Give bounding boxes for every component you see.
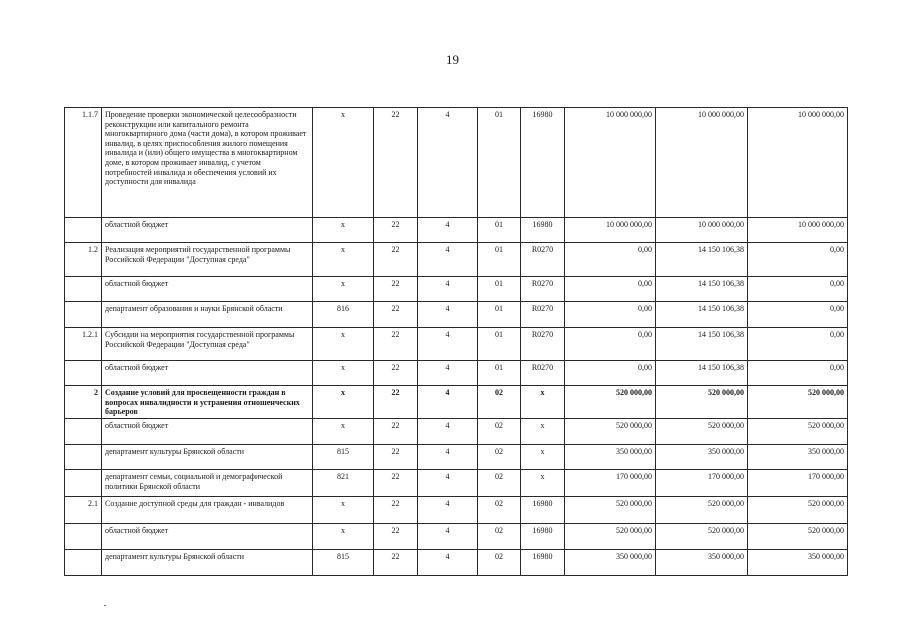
row-number <box>65 361 102 386</box>
row-name: Создание доступной среды для граждан - инвалидов <box>102 497 313 524</box>
row-code-3: 02 <box>478 419 521 445</box>
row-code-2: 4 <box>418 218 478 243</box>
table-row <box>65 419 848 445</box>
row-code-2: 4 <box>418 550 478 576</box>
row-code-1: 22 <box>374 445 418 470</box>
page-number: 19 <box>446 52 459 67</box>
row-code-1: 22 <box>374 108 418 218</box>
row-code-2: 4 <box>418 277 478 302</box>
row-code-2: 4 <box>418 497 478 524</box>
row-grbs: x <box>313 497 374 524</box>
table-body <box>65 108 848 576</box>
row-code-2: 4 <box>418 419 478 445</box>
row-number <box>65 419 102 445</box>
table-row <box>65 445 848 470</box>
row-code-2: 4 <box>418 386 478 419</box>
row-name: областной бюджет <box>102 361 313 386</box>
row-number: 1.2 <box>65 243 102 277</box>
row-code-3: 01 <box>478 302 521 328</box>
table-row <box>65 386 848 419</box>
row-name: департамент семьи, социальной и демографической политики Брянской области <box>102 470 313 497</box>
row-amount-2: 14 150 106,38 <box>656 302 748 328</box>
row-amount-2: 350 000,00 <box>656 445 748 470</box>
row-code-3: 02 <box>478 470 521 497</box>
row-amount-2: 520 000,00 <box>656 524 748 550</box>
row-code-3: 01 <box>478 218 521 243</box>
row-amount-1: 350 000,00 <box>565 550 656 576</box>
row-code-4: R0270 <box>521 243 565 277</box>
row-grbs: x <box>313 218 374 243</box>
row-code-1: 22 <box>374 243 418 277</box>
row-amount-3: 0,00 <box>748 277 848 302</box>
row-code-4: 16980 <box>521 497 565 524</box>
row-code-1: 22 <box>374 277 418 302</box>
row-name: областной бюджет <box>102 218 313 243</box>
row-code-4: 16980 <box>521 524 565 550</box>
row-amount-3: 520 000,00 <box>748 524 848 550</box>
row-number <box>65 277 102 302</box>
row-name: областной бюджет <box>102 277 313 302</box>
row-amount-1: 0,00 <box>565 277 656 302</box>
row-number <box>65 524 102 550</box>
row-grbs: x <box>313 524 374 550</box>
row-code-4: R0270 <box>521 361 565 386</box>
row-code-3: 01 <box>478 277 521 302</box>
row-code-4: R0270 <box>521 302 565 328</box>
row-amount-3: 0,00 <box>748 361 848 386</box>
row-name: областной бюджет <box>102 524 313 550</box>
row-name: Создание условий для просвещенности граждан в вопросах инвалидности и устранения отношенческих барьеров <box>102 386 313 419</box>
row-code-1: 22 <box>374 361 418 386</box>
row-grbs: x <box>313 361 374 386</box>
row-code-1: 22 <box>374 550 418 576</box>
scan-mark <box>104 605 106 606</box>
row-code-4: 16980 <box>521 218 565 243</box>
row-number <box>65 218 102 243</box>
row-number: 1.2.1 <box>65 328 102 361</box>
row-amount-3: 350 000,00 <box>748 445 848 470</box>
row-code-3: 01 <box>478 243 521 277</box>
table-row <box>65 361 848 386</box>
row-number <box>65 550 102 576</box>
row-amount-1: 520 000,00 <box>565 524 656 550</box>
row-grbs: x <box>313 328 374 361</box>
row-amount-1: 0,00 <box>565 243 656 277</box>
row-code-3: 01 <box>478 361 521 386</box>
row-code-1: 22 <box>374 470 418 497</box>
row-number: 1.1.7 <box>65 108 102 218</box>
row-code-2: 4 <box>418 302 478 328</box>
row-code-4: R0270 <box>521 328 565 361</box>
row-grbs: x <box>313 243 374 277</box>
row-code-3: 02 <box>478 524 521 550</box>
row-amount-1: 520 000,00 <box>565 497 656 524</box>
row-number: 2 <box>65 386 102 419</box>
row-amount-3: 0,00 <box>748 328 848 361</box>
row-amount-1: 0,00 <box>565 302 656 328</box>
row-code-2: 4 <box>418 243 478 277</box>
table-row <box>65 470 848 497</box>
row-number <box>65 470 102 497</box>
row-amount-2: 170 000,00 <box>656 470 748 497</box>
row-code-1: 22 <box>374 386 418 419</box>
table-row <box>65 108 848 218</box>
row-amount-1: 520 000,00 <box>565 386 656 419</box>
row-code-2: 4 <box>418 445 478 470</box>
row-code-4: x <box>521 470 565 497</box>
row-code-2: 4 <box>418 470 478 497</box>
row-amount-3: 0,00 <box>748 243 848 277</box>
row-amount-1: 0,00 <box>565 328 656 361</box>
row-name: Субсидии на мероприятия государственной программы Российской Федерации "Доступная среда" <box>102 328 313 361</box>
row-name: департамент образования и науки Брянской области <box>102 302 313 328</box>
row-code-1: 22 <box>374 328 418 361</box>
row-number <box>65 302 102 328</box>
row-grbs: x <box>313 277 374 302</box>
row-grbs: x <box>313 108 374 218</box>
row-name: Проведение проверки экономической целесообразности реконструкции или капитального ремонта многоквартирного дома (части дома), в котором проживает инвалид, в целях приспособления жилого помещения инвалида и (или) общего имущества в многоквартирном доме, в котором проживает инвалид, с учетом потребностей инвалида и обеспечения условий их доступности для инвалида <box>102 108 313 218</box>
row-code-4: x <box>521 445 565 470</box>
row-code-2: 4 <box>418 108 478 218</box>
row-amount-2: 520 000,00 <box>656 497 748 524</box>
row-amount-3: 0,00 <box>748 302 848 328</box>
row-grbs: 816 <box>313 302 374 328</box>
table-row <box>65 243 848 277</box>
row-code-3: 01 <box>478 328 521 361</box>
table-row <box>65 302 848 328</box>
row-amount-2: 14 150 106,38 <box>656 277 748 302</box>
row-code-3: 02 <box>478 550 521 576</box>
row-name: департамент культуры Брянской области <box>102 445 313 470</box>
row-amount-2: 350 000,00 <box>656 550 748 576</box>
row-amount-2: 10 000 000,00 <box>656 218 748 243</box>
row-code-3: 01 <box>478 108 521 218</box>
row-amount-2: 14 150 106,38 <box>656 361 748 386</box>
row-amount-3: 350 000,00 <box>748 550 848 576</box>
row-grbs: x <box>313 386 374 419</box>
row-amount-2: 10 000 000,00 <box>656 108 748 218</box>
table-row <box>65 218 848 243</box>
row-amount-3: 520 000,00 <box>748 386 848 419</box>
row-amount-3: 170 000,00 <box>748 470 848 497</box>
table-row <box>65 497 848 524</box>
row-amount-1: 10 000 000,00 <box>565 108 656 218</box>
row-amount-1: 10 000 000,00 <box>565 218 656 243</box>
row-code-1: 22 <box>374 419 418 445</box>
table-row <box>65 524 848 550</box>
row-amount-3: 520 000,00 <box>748 419 848 445</box>
row-amount-2: 14 150 106,38 <box>656 328 748 361</box>
row-code-3: 02 <box>478 497 521 524</box>
table-row <box>65 550 848 576</box>
row-amount-2: 14 150 106,38 <box>656 243 748 277</box>
row-code-1: 22 <box>374 218 418 243</box>
row-name: Реализация мероприятий государственной программы Российской Федерации "Доступная среда" <box>102 243 313 277</box>
row-name: областной бюджет <box>102 419 313 445</box>
row-code-1: 22 <box>374 302 418 328</box>
row-code-4: R0270 <box>521 277 565 302</box>
row-code-4: x <box>521 386 565 419</box>
row-code-3: 02 <box>478 445 521 470</box>
row-amount-1: 350 000,00 <box>565 445 656 470</box>
table-row <box>65 277 848 302</box>
row-number <box>65 445 102 470</box>
row-code-4: 16980 <box>521 108 565 218</box>
row-grbs: 821 <box>313 470 374 497</box>
row-grbs: x <box>313 419 374 445</box>
row-amount-2: 520 000,00 <box>656 419 748 445</box>
row-number: 2.1 <box>65 497 102 524</box>
row-name: департамент культуры Брянской области <box>102 550 313 576</box>
row-code-3: 02 <box>478 386 521 419</box>
row-code-1: 22 <box>374 497 418 524</box>
table-row <box>65 328 848 361</box>
row-code-2: 4 <box>418 328 478 361</box>
row-amount-2: 520 000,00 <box>656 386 748 419</box>
row-amount-3: 520 000,00 <box>748 497 848 524</box>
row-amount-1: 170 000,00 <box>565 470 656 497</box>
row-amount-1: 520 000,00 <box>565 419 656 445</box>
row-code-1: 22 <box>374 524 418 550</box>
row-code-4: x <box>521 419 565 445</box>
row-amount-3: 10 000 000,00 <box>748 218 848 243</box>
row-grbs: 815 <box>313 550 374 576</box>
row-code-2: 4 <box>418 361 478 386</box>
row-code-2: 4 <box>418 524 478 550</box>
row-amount-3: 10 000 000,00 <box>748 108 848 218</box>
row-grbs: 815 <box>313 445 374 470</box>
budget-table <box>64 107 848 576</box>
row-amount-1: 0,00 <box>565 361 656 386</box>
row-code-4: 16980 <box>521 550 565 576</box>
